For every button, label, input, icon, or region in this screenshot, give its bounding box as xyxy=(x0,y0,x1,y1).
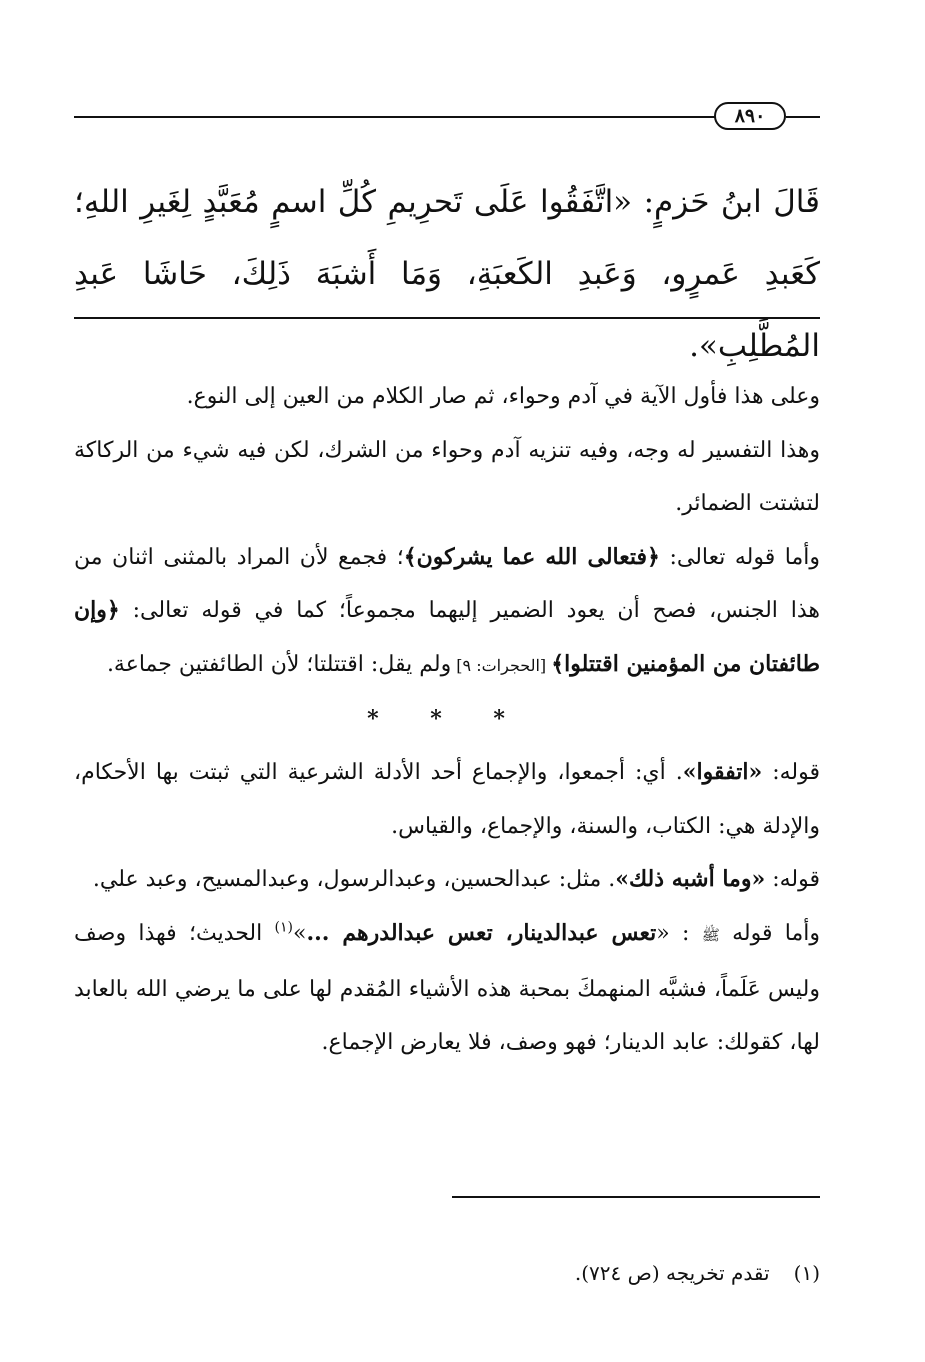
p6-text-d: الحديث؛ فهذا وصف وليس عَلَماً، فشبَّه المنهمكَ بمحبة هذه الأشياء المُقدم لها على ما يرضي الله بالعابد لها، كقولك: عابد الدينار؛ فهو وصف، فلا يعارض الإجماع. xyxy=(74,920,820,1056)
paragraph-5 xyxy=(74,853,820,907)
quran-verse-2: ﴿وإن طائفتان من المؤمنين اقتتلوا﴾ xyxy=(74,597,820,677)
paragraph-4 xyxy=(74,746,820,853)
p5-text-b: . مثل: عبدالحسين، وعبدالرسول، وعبدالمسيح، وعبد علي. xyxy=(92,867,616,893)
p3-text-a: وأما قوله تعالى: xyxy=(659,544,820,570)
header-rule-right xyxy=(786,116,820,118)
paragraph-6 xyxy=(74,907,820,1070)
paragraph-2: وهذا التفسير له وجه، وفيه تنزيه آدم وحواء من الشرك، لكن فيه شيء من الركاكة لتشتت الضمائر. xyxy=(74,437,820,517)
p6-text-b: : « xyxy=(656,920,702,946)
footnote-number: (١) xyxy=(793,1261,820,1285)
p3-text-b: ؛ فجمع لأن المراد بالمثنى اثنان من هذا الجنس، فصح أن يعود الضمير إليهما مجموعاً؛ كما في قوله تعالى: xyxy=(74,544,820,624)
paragraph-1: وعلى هذا فأول الآية في آدم وحواء، ثم صار الكلام من العين إلى النوع. xyxy=(186,384,820,409)
hadith-quote: تعس عبدالدينار، تعس عبدالدرهم ... xyxy=(306,919,657,946)
p5-text-a: قوله: xyxy=(765,867,820,893)
p5-term: «وما أشبه ذلك» xyxy=(615,866,766,893)
p4-text-b: . أي: أجمعوا، والإجماع أحد الأدلة الشرعية التي ثبتت بها الأحكام، والإدلة هي: الكتاب، والسنة، والإجماع، والقياس. xyxy=(74,760,820,839)
footnote xyxy=(74,1258,820,1288)
p4-term: «اتفقوا» xyxy=(682,759,763,786)
section-separator-stars: * * * xyxy=(367,705,527,732)
footnote-reference: (١) xyxy=(274,919,294,936)
p6-text-a: وأما قوله xyxy=(719,920,821,946)
commentary-body xyxy=(74,370,820,1070)
matn-quote: قَالَ ابنُ حَزمٍ: «اتَّفَقُوا عَلَى تَحرِيمِ كُلِّ اسمٍ مُعَبَّدٍ لِغَيرِ اللهِ؛ كَعَبدِ عَمرٍو، وَعَبدِ الكَعبَةِ، وَمَا أَشبَهَ ذَلِكَ، حَاشَا عَبدِ المُطَّلِبِ». xyxy=(74,184,820,364)
page-header xyxy=(74,100,820,134)
p3-text-c: ولم يقل: اقتتلتا؛ لأن الطائفتين جماعة. xyxy=(106,651,452,677)
quran-verse-1: ﴿فتعالى الله عما يشركون﴾ xyxy=(403,543,660,570)
page-number: ٨٩٠ xyxy=(714,102,786,130)
footnote-separator-rule xyxy=(452,1196,820,1198)
salutation-glyph: ﷺ xyxy=(701,925,720,944)
paragraph-3 xyxy=(74,531,820,693)
p6-text-c: » xyxy=(293,920,307,946)
matn-separator-rule xyxy=(74,317,820,319)
footnote-text: تقدم تخريجه (ص ٧٢٤). xyxy=(574,1261,770,1285)
header-rule-left xyxy=(74,116,716,118)
p4-text-a: قوله: xyxy=(762,760,820,786)
verse-reference: [الحجرات: ٩] xyxy=(451,655,552,675)
